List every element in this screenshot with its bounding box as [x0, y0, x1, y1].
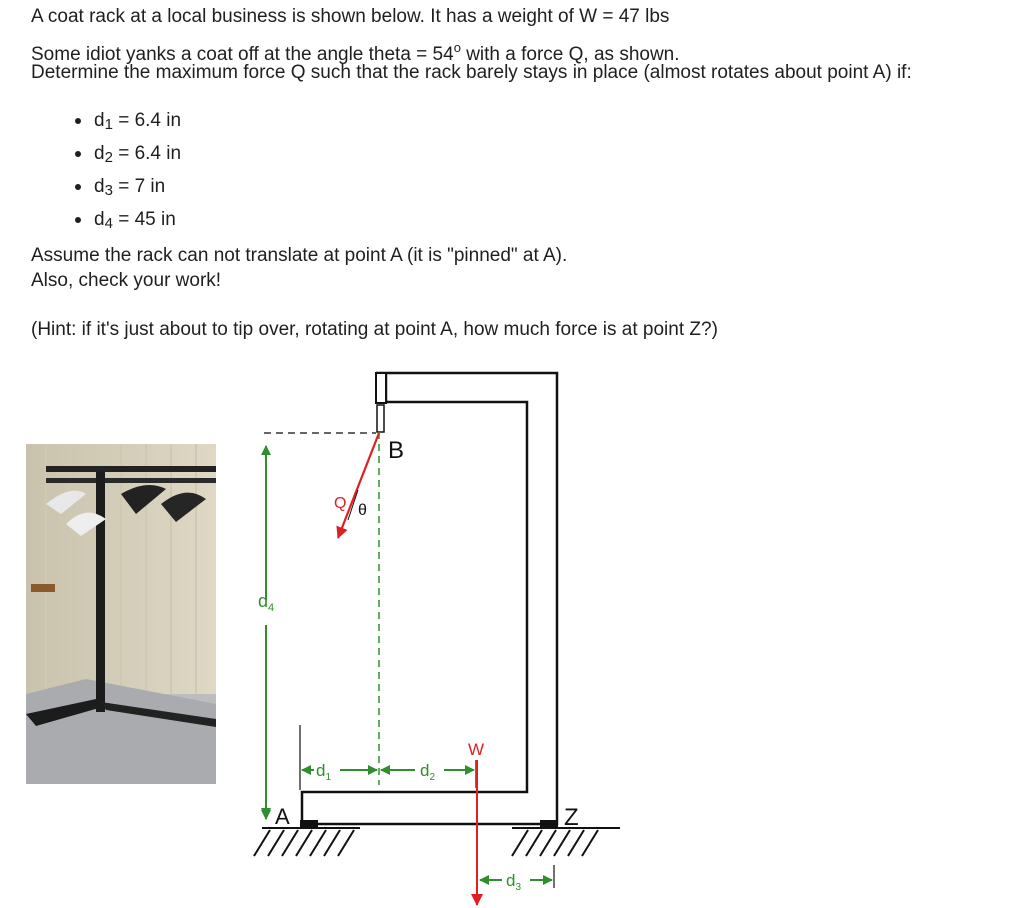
var-value: = 45 in	[112, 209, 176, 230]
var-value: = 7 in	[112, 176, 166, 197]
assumption-line-1: Assume the rack can not translate at point A (it is "pinned" at A).	[31, 245, 568, 266]
var-value: = 6.4 in	[112, 143, 182, 164]
problem-line-1: A coat rack at a local business is shown below. It has a weight of W = 47 lbs	[31, 6, 670, 27]
variable-d3	[64, 172, 181, 205]
a-reaction-arrowhead	[261, 808, 271, 820]
var-name: d	[94, 110, 105, 131]
var-sub: 4	[104, 215, 113, 232]
d3-label: $d_3$	[506, 871, 522, 893]
variable-d1	[64, 106, 181, 139]
var-sub: 2	[104, 149, 113, 166]
label-z: Z	[564, 804, 579, 831]
var-sub: 1	[104, 116, 113, 133]
line2-post: with a force Q, as shown.	[460, 44, 680, 65]
var-name: d	[94, 209, 105, 230]
d4-label: $d_4$	[258, 591, 275, 614]
label-a: A	[275, 804, 290, 829]
q-force-arrow	[338, 433, 379, 538]
label-b: B	[388, 437, 405, 464]
problem-line-3: Determine the maximum force Q such that the rack barely stays in place (almost rotates about point A) if:	[31, 62, 912, 83]
var-value: = 6.4 in	[112, 110, 182, 131]
w-label: W	[468, 740, 485, 759]
assumption-line-2: Also, check your work!	[31, 270, 222, 291]
support-z	[540, 820, 558, 829]
rack-frame	[302, 373, 557, 824]
q-label: Q	[334, 495, 347, 512]
ground-right	[512, 828, 620, 856]
support-a	[300, 820, 318, 829]
d2-label: $d_2$	[420, 761, 436, 783]
q-angle-separator	[348, 490, 358, 520]
coat-rack-diagram	[240, 360, 640, 908]
variable-d2	[64, 139, 181, 172]
hint-text: (Hint: if it's just about to tip over, rotating at point A, how much force is at point Z?)	[31, 319, 718, 340]
line2-pre: Some idiot yanks a coat off at the angle theta = 54	[31, 44, 454, 65]
var-sub: 3	[104, 182, 113, 199]
var-name: d	[94, 176, 105, 197]
degree-superscript: o	[453, 40, 461, 55]
ground-left	[254, 828, 360, 856]
var-name: d	[94, 143, 105, 164]
theta-label: θ	[358, 502, 367, 519]
d1-label: $d_1$	[316, 761, 332, 783]
variable-d4	[64, 205, 181, 238]
coat-rack-photo	[26, 444, 216, 784]
variable-list	[64, 106, 181, 238]
